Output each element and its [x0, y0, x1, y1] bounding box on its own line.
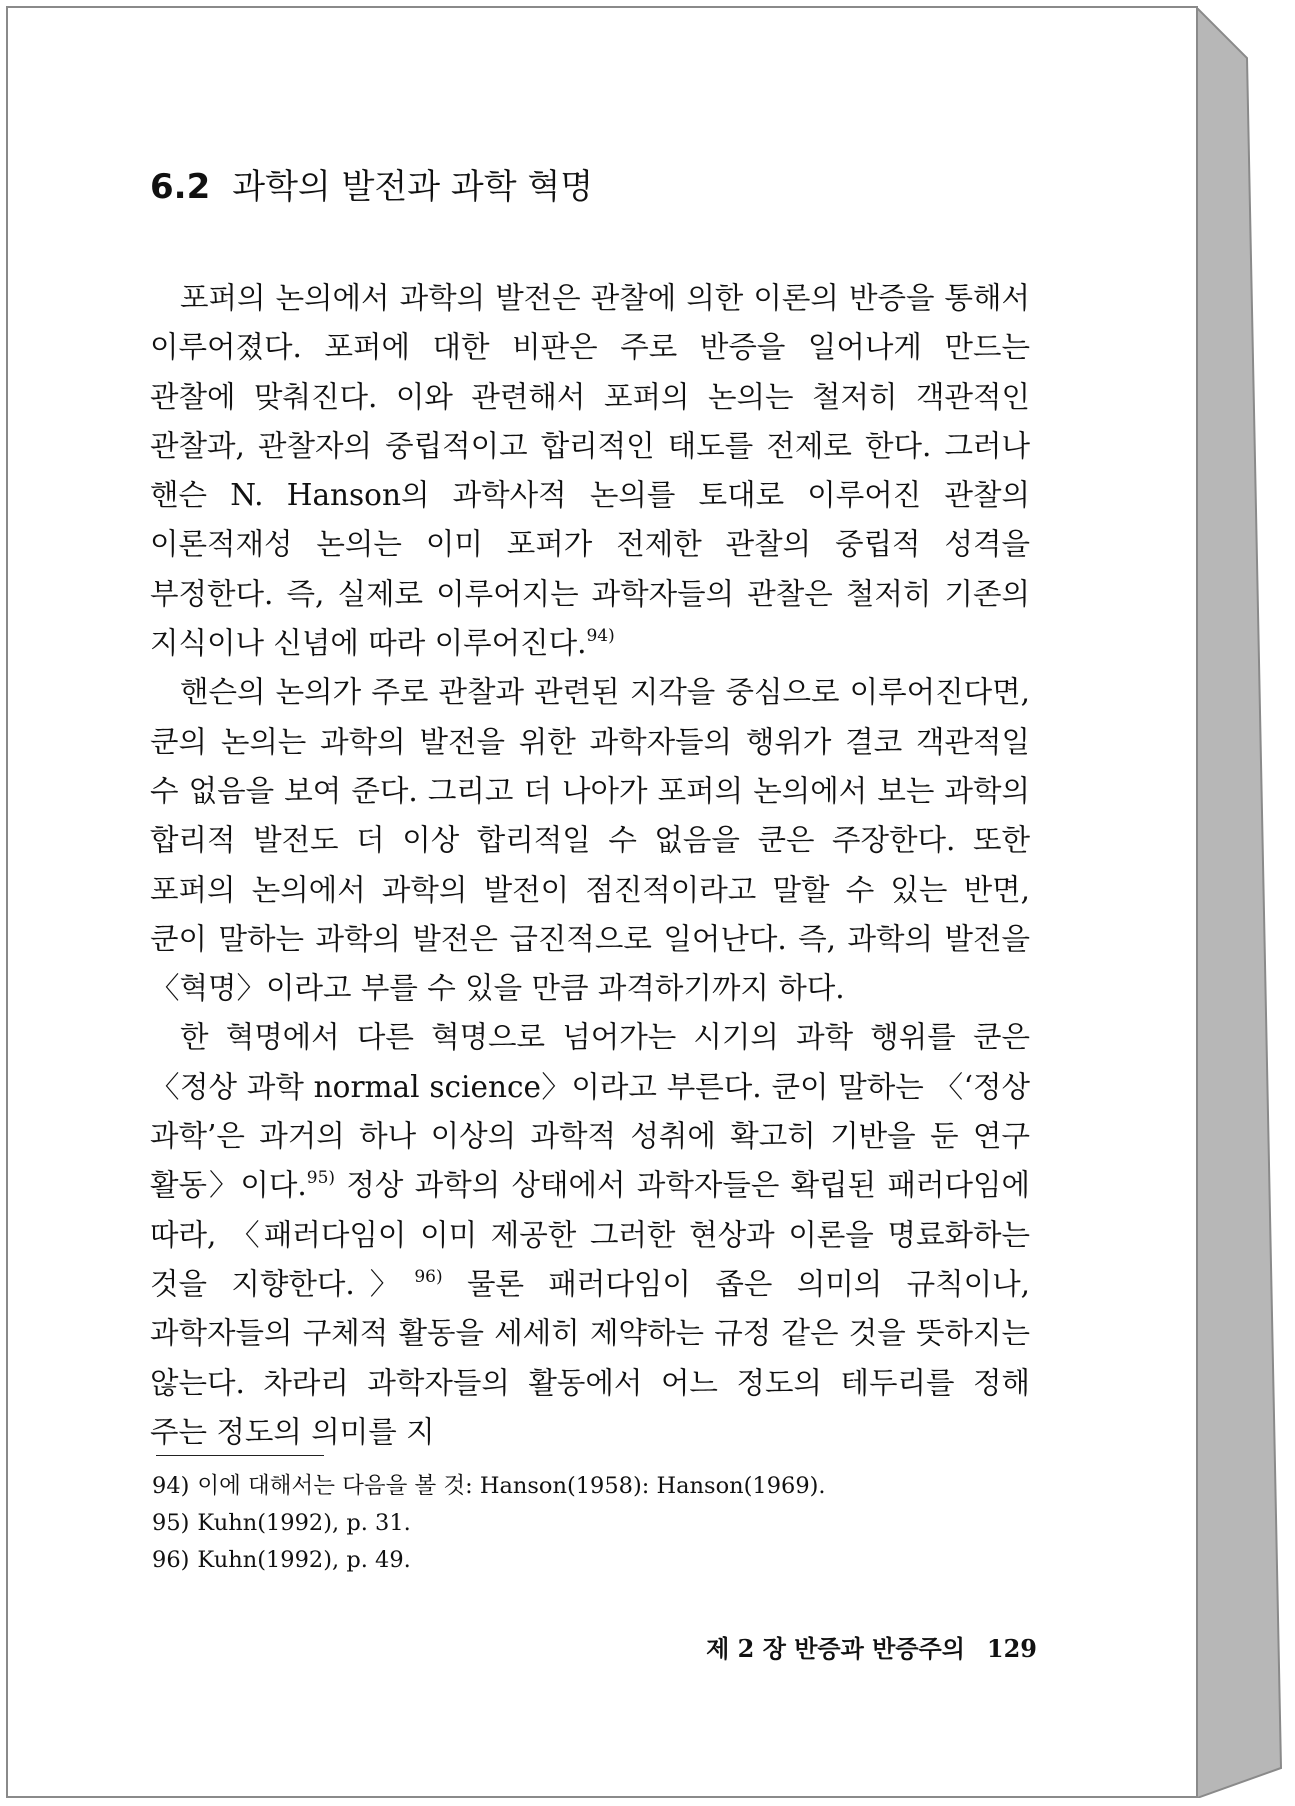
running-footer — [706, 1632, 1037, 1666]
page-number: 129 — [986, 1634, 1037, 1663]
section-title: 과학의 발전과 과학 혁명 — [232, 167, 594, 207]
footnote — [152, 1505, 1032, 1542]
footnote — [152, 1542, 1032, 1579]
paragraph-text: 한 혁명에서 다른 혁명으로 넘어가는 시기의 과학 행위를 쿤은 〈정상 과학 normal science〉이라고 부른다. 쿤이 말하는 〈‘정상 과학’은 과거의 하나 이상의 과학적 성취에 확고히 기반을 둔 연구 활동〉이다. — [150, 1020, 1030, 1203]
footnote-ref: 96) — [414, 1266, 443, 1287]
footnote-text: Kuhn(1992), p. 49. — [197, 1547, 411, 1573]
footnote-number: 95) — [152, 1510, 190, 1536]
section-heading — [150, 160, 1030, 214]
footnote-text: Kuhn(1992), p. 31. — [197, 1510, 411, 1536]
paragraph — [150, 274, 1030, 668]
chapter-title: 제 2 장 반증과 반증주의 — [706, 1634, 965, 1663]
footnote-ref: 94) — [586, 626, 615, 647]
footnote-number: 94) — [152, 1473, 190, 1499]
footnotes — [152, 1468, 1032, 1579]
body-text — [150, 274, 1030, 1457]
paragraph-text: 핸슨의 논의가 주로 관찰과 관련된 지각을 중심으로 이루어진다면, 쿤의 논의는 과학의 발전을 위한 과학자들의 행위가 결코 객관적일 수 없음을 보여 준다. 그리고 더 나아가 포퍼의 논의에서 보는 과학의 합리적 발전도 더 이상 합리적일 수 없음을 쿤은 주장한다. 또한 포퍼의 논의에서 과학의 발전이 점진적이라고 말할 수 있는 반면, 쿤이 말하는 과학의 발전은 급진적으로 일어난다. 즉, 과학의 발전을 〈혁명〉이라고 부를 수 있을 만큼 과격하기까지 하다. — [150, 675, 1030, 1006]
footnote-ref: 95) — [306, 1168, 336, 1189]
footnote — [152, 1468, 1032, 1505]
section-number: 6.2 — [150, 167, 211, 207]
page-content — [150, 160, 1030, 1457]
paragraph-text: 포퍼의 논의에서 과학의 발전은 관찰에 의한 이론의 반증을 통해서 이루어졌다. 포퍼에 대한 비판은 주로 반증을 일어나게 만드는 관찰에 맞춰진다. 이와 관련해서 포퍼의 논의는 철저히 객관적인 관찰과, 관찰자의 중립적이고 합리적인 태도를 전제로 한다. 그러나 핸슨 N. Hanson의 과학사적 논의를 토대로 이루어진 관찰의 이론적재성 논의는 이미 포퍼가 전제한 관찰의 중립적 성격을 부정한다. 즉, 실제로 이루어지는 과학자들의 관찰은 철저히 기존의 지식이나 신념에 따라 이루어진다. — [150, 281, 1030, 661]
paragraph-text: 물론 패러다임이 좁은 의미의 규칙이나, 과학자들의 구체적 활동을 세세히 제약하는 규정 같은 것을 뜻하지는 않는다. 차라리 과학자들의 활동에서 어느 정도의 테두리를 정해 주는 정도의 의미를 지 — [150, 1266, 1030, 1449]
paragraph-text: 정상 과학의 상태에서 과학자들은 확립된 패러다임에 따라, 〈패러다임이 이미 제공한 그러한 현상과 이론을 명료화하는 것을 지향한다.〉 — [150, 1168, 1030, 1301]
paragraph — [150, 1013, 1030, 1457]
footnote-divider — [156, 1455, 324, 1456]
book-edge — [1197, 8, 1285, 1798]
paragraph — [150, 668, 1030, 1013]
footnote-number: 96) — [152, 1547, 190, 1573]
footnote-text: 이에 대해서는 다음을 볼 것: Hanson(1958): Hanson(1969). — [197, 1473, 826, 1499]
